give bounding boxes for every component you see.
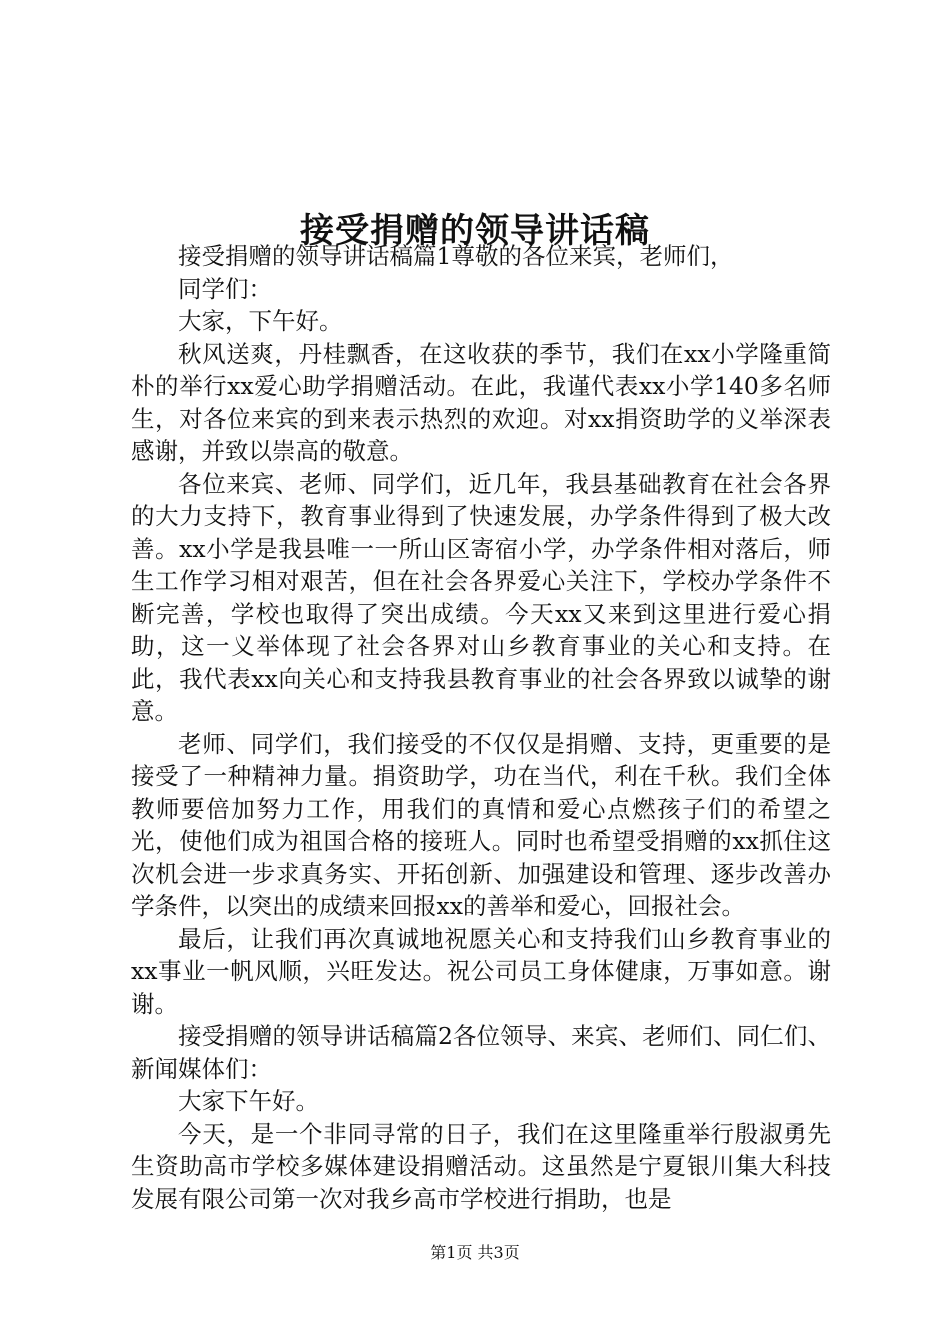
paragraph: 接受捐赠的领导讲话稿篇2各位领导、来宾、老师们、同仁们、新闻媒体们： [131,1022,831,1083]
paragraph: 大家下午好。 [178,1087,319,1115]
paragraph: 今天，是一个非同寻常的日子，我们在这里隆重举行殷淑勇先生资助高市学校多媒体建设捐赠活动。这虽然是宁夏银川集大科技发展有限公司第一次对我乡高市学校进行捐助，也是 [131,1119,831,1213]
paragraph: 各位来宾、老师、同学们，近几年，我县基础教育在社会各界的大力支持下，教育事业得到了快速发展，办学条件得到了极大改善。xx小学是我县唯一一所山区寄宿小学，办学条件相对落后，师生工作学习相对艰苦，但在社会各界爱心关注下，学校办学条件不断完善，学校也取得了突出成绩。今天xx又来到这里进行爱心捐助，这一义举体现了社会各界对山乡教育事业的关心和支持。在此，我代表xx向关心和支持我县教育事业的社会各界致以诚挚的谢意。 [131,469,831,725]
paragraph: 秋风送爽，丹桂飘香，在这收获的季节，我们在xx小学隆重简朴的举行xx爱心助学捐赠活动。在此，我谨代表xx小学140多名师生，对各位来宾的到来表示热烈的欢迎。对xx捐资助学的义举深表感谢，并致以崇高的敬意。 [131,339,831,465]
paragraph: 最后，让我们再次真诚地祝愿关心和支持我们山乡教育事业的xx事业一帆风顺，兴旺发达。祝公司员工身体健康，万事如意。谢谢。 [131,924,831,1018]
paragraph: 老师、同学们，我们接受的不仅仅是捐赠、支持，更重要的是接受了一种精神力量。捐资助学，功在当代，利在千秋。我们全体教师要倍加努力工作，用我们的真情和爱心点燃孩子们的希望之光，使他们成为祖国合格的接班人。同时也希望受捐赠的xx抓住这次机会进一步求真务实、开拓创新、加强建设和管理、逐步改善办学条件，以突出的成绩来回报xx的善举和爱心，回报社会。 [131,729,831,920]
paragraph: 接受捐赠的领导讲话稿篇1尊敬的各位来宾，老师们， [178,242,734,270]
document-title: 接受捐赠的领导讲话稿 [300,210,650,251]
paragraph: 同学们： [178,274,272,303]
document-body [131,240,831,1215]
page-number-footer: 第1页 共3页 [430,1243,520,1262]
paragraph: 大家，下午好。 [178,307,343,335]
